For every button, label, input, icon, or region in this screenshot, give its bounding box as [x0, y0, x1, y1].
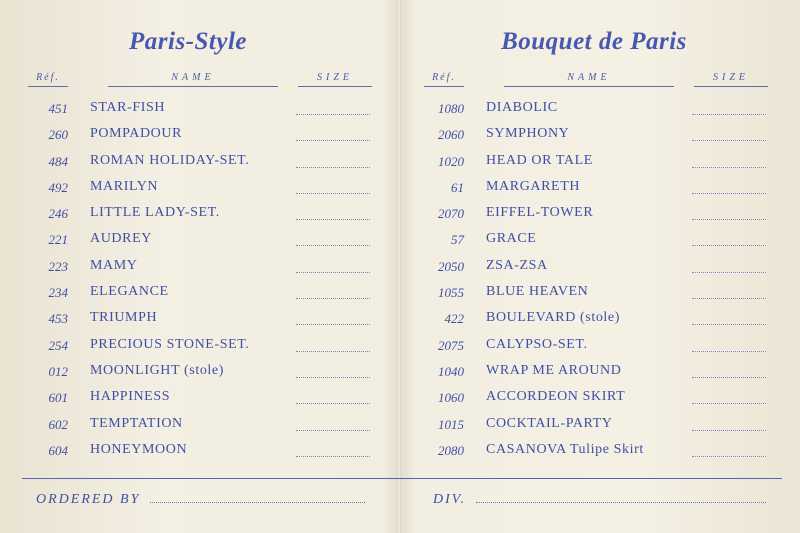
item-name: LITTLE LADY-SET. — [90, 205, 220, 221]
footer-rule — [22, 478, 782, 479]
item-name: BLUE HEAVEN — [486, 284, 589, 300]
list-item — [424, 151, 784, 177]
item-name: GRACE — [486, 231, 537, 247]
size-blank[interactable] — [692, 193, 766, 194]
item-name: PRECIOUS STONE-SET. — [90, 336, 250, 352]
list-item — [424, 414, 784, 440]
size-blank[interactable] — [296, 272, 370, 273]
ordered-by-line[interactable] — [150, 502, 365, 503]
item-ref: 453 — [48, 311, 68, 327]
item-name: MAMY — [90, 257, 138, 273]
list-item — [28, 335, 388, 361]
list-item — [424, 282, 784, 308]
item-name: CASANOVA Tulipe Skirt — [486, 441, 644, 457]
name-header: NAME — [108, 72, 278, 87]
size-blank[interactable] — [296, 245, 370, 246]
list-item — [28, 98, 388, 124]
item-name: WRAP ME AROUND — [486, 362, 622, 378]
list-item — [424, 361, 784, 387]
item-ref: 012 — [48, 363, 68, 379]
size-blank[interactable] — [296, 351, 370, 352]
item-ref: 492 — [48, 179, 68, 195]
size-blank[interactable] — [296, 430, 370, 431]
item-name: TRIUMPH — [90, 310, 158, 326]
item-ref: 234 — [48, 285, 68, 301]
item-ref: 223 — [48, 258, 68, 274]
list-item — [424, 335, 784, 361]
list-item — [28, 440, 388, 466]
item-name: ACCORDEON SKIRT — [486, 389, 626, 405]
list-item — [28, 387, 388, 413]
size-header: SIZE — [694, 72, 768, 87]
size-blank[interactable] — [296, 193, 370, 194]
item-ref: 604 — [48, 442, 68, 458]
size-blank[interactable] — [692, 298, 766, 299]
panel-title: Bouquet de Paris — [501, 28, 687, 55]
item-name: POMPADOUR — [90, 126, 183, 142]
item-list — [424, 98, 784, 466]
center-fold — [397, 0, 401, 533]
size-blank[interactable] — [692, 430, 766, 431]
ref-header: Réf. — [424, 72, 464, 87]
item-name: EIFFEL-TOWER — [486, 205, 594, 221]
item-name: AUDREY — [90, 231, 152, 247]
item-ref: 254 — [48, 337, 68, 353]
div-line[interactable] — [476, 502, 766, 503]
item-ref: 2080 — [438, 442, 464, 458]
item-ref: 602 — [48, 416, 68, 432]
item-ref: 221 — [48, 232, 68, 248]
item-ref: 2060 — [438, 127, 464, 143]
list-item — [28, 177, 388, 203]
size-blank[interactable] — [692, 245, 766, 246]
item-name: COCKTAIL-PARTY — [486, 415, 613, 431]
item-name: TEMPTATION — [90, 415, 183, 431]
list-item — [28, 414, 388, 440]
size-blank[interactable] — [692, 456, 766, 457]
name-header: NAME — [504, 72, 674, 87]
item-name: CALYPSO-SET. — [486, 336, 588, 352]
item-ref: 260 — [48, 127, 68, 143]
item-ref: 1020 — [438, 153, 464, 169]
size-blank[interactable] — [692, 351, 766, 352]
list-item — [424, 98, 784, 124]
size-blank[interactable] — [296, 456, 370, 457]
item-name: STAR-FISH — [90, 100, 166, 115]
size-blank[interactable] — [296, 298, 370, 299]
bouquet-de-paris-panel — [424, 0, 784, 480]
item-ref: 1040 — [438, 363, 464, 379]
item-name: SYMPHONY — [486, 126, 570, 142]
item-name: HONEYMOON — [90, 441, 188, 457]
size-blank[interactable] — [692, 219, 766, 220]
item-name: MOONLIGHT (stole) — [90, 362, 224, 378]
item-name: ZSA-ZSA — [486, 257, 548, 273]
list-item — [424, 440, 784, 466]
item-name: ROMAN HOLIDAY-SET. — [90, 152, 250, 168]
item-ref: 61 — [451, 179, 464, 195]
item-ref: 1080 — [438, 101, 464, 116]
item-name: MARILYN — [90, 178, 159, 194]
list-item — [28, 361, 388, 387]
size-header: SIZE — [298, 72, 372, 87]
list-item — [424, 203, 784, 229]
item-ref: 246 — [48, 206, 68, 222]
list-item — [28, 151, 388, 177]
item-name: HAPPINESS — [90, 389, 171, 405]
ordered-by-field — [36, 492, 365, 508]
item-name: HEAD OR TALE — [486, 152, 593, 168]
size-blank[interactable] — [692, 167, 766, 168]
list-item — [424, 177, 784, 203]
size-blank[interactable] — [296, 167, 370, 168]
item-name: BOULEVARD (stole) — [486, 310, 620, 326]
size-blank[interactable] — [692, 140, 766, 141]
size-blank[interactable] — [692, 377, 766, 378]
size-blank[interactable] — [692, 272, 766, 273]
list-item — [424, 256, 784, 282]
item-name: DIABOLIC — [486, 100, 558, 115]
item-ref: 2075 — [438, 337, 464, 353]
size-blank[interactable] — [296, 114, 370, 115]
size-blank[interactable] — [296, 403, 370, 404]
list-item — [28, 308, 388, 334]
item-ref: 1060 — [438, 390, 464, 406]
paris-style-panel — [28, 0, 388, 480]
item-ref: 2050 — [438, 258, 464, 274]
ref-header: Réf. — [28, 72, 68, 87]
item-ref: 1055 — [438, 285, 464, 301]
div-label: DIV. — [433, 492, 467, 507]
size-blank[interactable] — [296, 219, 370, 220]
ordered-by-label: ORDERED BY — [36, 492, 141, 507]
size-blank[interactable] — [296, 324, 370, 325]
list-item — [424, 308, 784, 334]
item-ref: 451 — [48, 101, 68, 116]
item-ref: 422 — [444, 311, 464, 327]
item-name: ELEGANCE — [90, 284, 169, 300]
panel-title: Paris-Style — [129, 28, 247, 55]
list-item — [424, 229, 784, 255]
list-item — [28, 124, 388, 150]
size-blank[interactable] — [296, 377, 370, 378]
div-field — [433, 492, 766, 508]
list-item — [424, 124, 784, 150]
item-name: MARGARETH — [486, 178, 581, 194]
list-item — [28, 203, 388, 229]
size-blank[interactable] — [692, 324, 766, 325]
item-ref: 1015 — [438, 416, 464, 432]
item-ref: 57 — [451, 232, 464, 248]
item-ref: 2070 — [438, 206, 464, 222]
item-ref: 484 — [48, 153, 68, 169]
item-ref: 601 — [48, 390, 68, 406]
list-item — [28, 282, 388, 308]
item-list — [28, 98, 388, 466]
list-item — [424, 387, 784, 413]
list-item — [28, 229, 388, 255]
size-blank[interactable] — [692, 403, 766, 404]
size-blank[interactable] — [692, 114, 766, 115]
size-blank[interactable] — [296, 140, 370, 141]
list-item — [28, 256, 388, 282]
